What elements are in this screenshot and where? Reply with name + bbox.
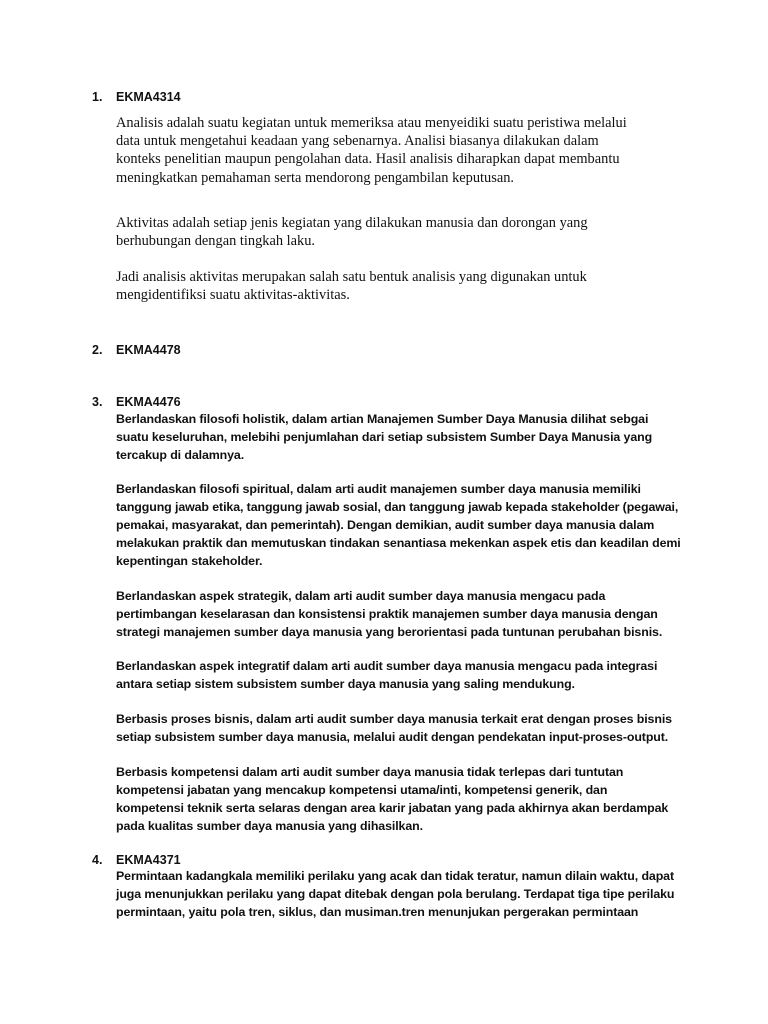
paragraph: [116, 411, 686, 465]
course-code: EKMA4478: [116, 343, 181, 357]
text-line: Permintaan kadangkala memiliki perilaku yang acak dan tidak teratur, namun dilain waktu, dapat: [116, 869, 675, 883]
item-number: 1.: [92, 90, 103, 104]
paragraph: [116, 481, 686, 571]
text-line: Aktivitas adalah setiap jenis kegiatan yang dilakukan manusia dan dorongan yang: [116, 215, 588, 231]
text-line: melakukan praktik dan memutuskan tindakan senantiasa mekenkan aspek etis dan keadilan demi: [116, 535, 681, 550]
paragraph: [116, 268, 684, 304]
paragraph: [116, 214, 684, 250]
text-line: suatu keseluruhan, melebihi penjumlahan dari setiap subsistem Sumber Daya Manusia yang: [116, 429, 653, 444]
text-line: juga menunjukkan perilaku yang dapat ditebak dengan pola berulang. Terdapat tiga tipe perilaku: [116, 886, 675, 901]
text-line: tercakup di dalamnya.: [116, 447, 245, 462]
text-line: antara setiap sistem subsistem sumber daya manusia yang saling mendukung.: [116, 676, 575, 691]
paragraph: [116, 711, 686, 747]
text-line: meningkatkan pemahaman serta mendorong pengambilan keputusan.: [116, 169, 515, 186]
text-line: mengidentifiksi suatu aktivitas-aktivitas.: [116, 287, 350, 304]
text-line: data untuk mengetahui keadaan yang sebenarnya. Analisi biasanya dilakukan dalam: [116, 133, 599, 150]
paragraph: [116, 764, 686, 836]
paragraph: [116, 658, 686, 694]
text-line: Berbasis proses bisnis, dalam arti audit sumber daya manusia terkait erat dengan proses bisnis: [116, 712, 672, 726]
paragraph: [116, 868, 686, 922]
text-line: strategi manajemen sumber daya manusia yang berorientasi pada tuntunan perubahan bisnis.: [116, 624, 663, 639]
paragraph: [116, 114, 684, 187]
text-line: Berlandaskan filosofi holistik, dalam artian Manajemen Sumber Daya Manusia dilihat sebgai: [116, 412, 649, 426]
text-line: setiap subsistem sumber daya manusia, melalui audit dengan pendekatan input-proses-output.: [116, 729, 669, 744]
text-line: Jadi analisis aktivitas merupakan salah satu bentuk analisis yang digunakan untuk: [116, 269, 587, 285]
text-line: pada kualitas sumber daya manusia yang dihasilkan.: [116, 818, 423, 833]
text-line: pemakai, masyarakat, dan pemerintah). Dengan demikian, audit sumber daya manusia dalam: [116, 517, 655, 532]
text-line: Berlandaskan filosofi spiritual, dalam arti audit manajemen sumber daya manusia memiliki: [116, 482, 641, 496]
text-line: permintaan, yaitu pola tren, siklus, dan musiman.tren menunjukan pergerakan permintaan: [116, 904, 639, 919]
course-code: EKMA4371: [116, 853, 181, 867]
course-code: EKMA4476: [116, 395, 181, 409]
item-number: 2.: [92, 343, 103, 357]
text-line: pertimbangan keselarasan dan konsistensi praktik manajemen sumber daya manusia dengan: [116, 606, 658, 621]
text-line: konteks penelitian maupun pengolahan data. Hasil analisis diharapkan dapat membantu: [116, 151, 620, 168]
paragraph: [116, 588, 686, 642]
course-code: EKMA4314: [116, 90, 181, 104]
text-line: kompetensi teknik serta selaras dengan area karir jabatan yang pada akhirnya akan berdampak: [116, 800, 669, 815]
text-line: Berbasis kompetensi dalam arti audit sumber daya manusia tidak terlepas dari tuntutan: [116, 765, 624, 779]
text-line: berhubungan dengan tingkah laku.: [116, 233, 316, 250]
text-line: Berlandaskan aspek strategik, dalam arti audit sumber daya manusia mengacu pada: [116, 589, 606, 603]
text-line: kepentingan stakeholder.: [116, 553, 263, 568]
text-line: tanggung jawab etika, tanggung jawab sosial, dan tanggung jawab kepada stakeholder (pegawai,: [116, 499, 679, 514]
text-line: Berlandaskan aspek integratif dalam arti audit sumber daya manusia mengacu pada integrasi: [116, 659, 658, 673]
text-line: kompetensi jabatan yang mencakup kompetensi utama/inti, kompetensi generik, dan: [116, 782, 608, 797]
item-number: 3.: [92, 395, 103, 409]
text-line: Analisis adalah suatu kegiatan untuk memeriksa atau menyeidiki suatu peristiwa melalui: [116, 115, 627, 131]
item-number: 4.: [92, 853, 103, 867]
